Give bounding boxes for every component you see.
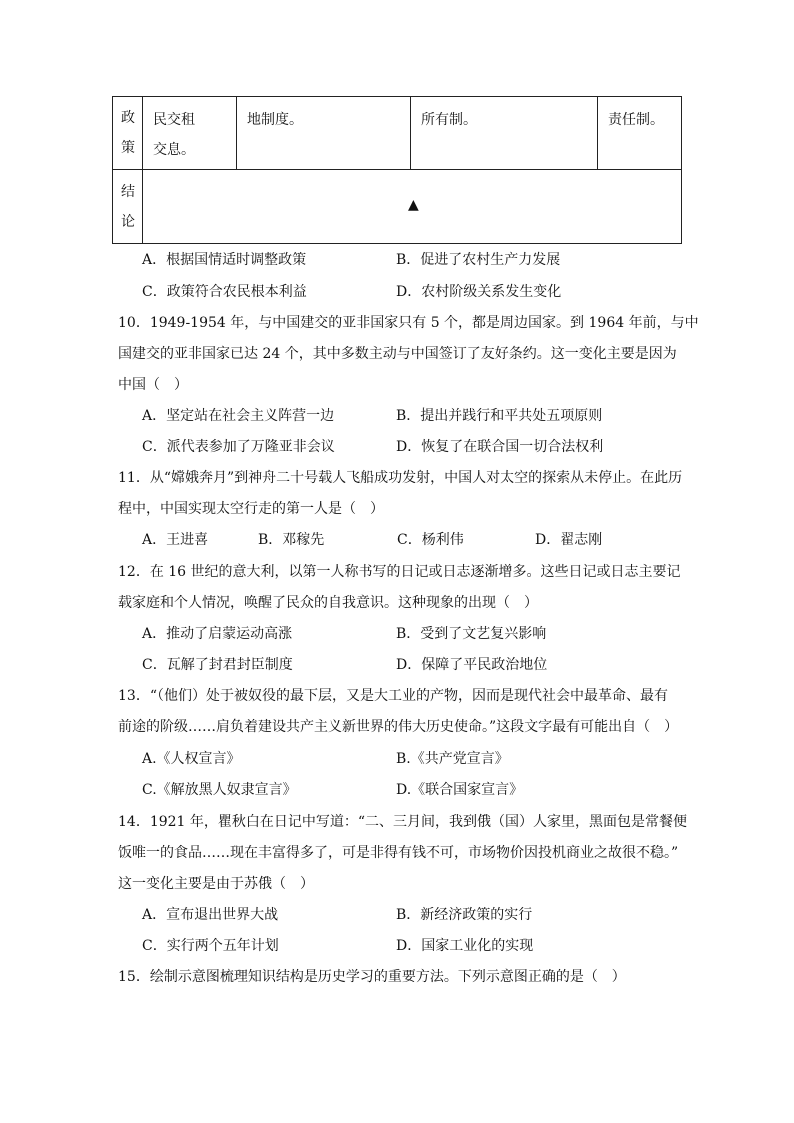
policy-cell-text bbox=[608, 105, 664, 135]
conclusion-row bbox=[113, 169, 681, 243]
policy-cell-line: 所有制。 bbox=[421, 112, 477, 128]
conclusion-header-char: 结 bbox=[121, 184, 135, 200]
q13-stem-line: 13．“（他们）处于被奴役的最下层，又是大工业的产物，因而是现代社会中最革命、最有 bbox=[118, 688, 668, 704]
q12-stem-line: 载家庭和个人情况，唤醒了民众的自我意识。这种现象的出现（ ） bbox=[118, 595, 538, 611]
policy-row bbox=[113, 97, 681, 170]
policy-cell-line: 责任制。 bbox=[608, 112, 664, 128]
q14-option-a[interactable]: A．宣布退出世界大战 bbox=[142, 907, 279, 923]
policy-cell-text bbox=[153, 105, 195, 165]
q9-option-a[interactable]: A．根据国情适时调整政策 bbox=[142, 252, 307, 268]
q9-option-b[interactable]: B．促进了农村生产力发展 bbox=[396, 252, 561, 268]
policy-header-label bbox=[113, 103, 143, 163]
policy-table bbox=[112, 96, 682, 244]
q12-option-b[interactable]: B．受到了文艺复兴影响 bbox=[396, 626, 547, 642]
q13-stem-line: 前途的阶级……肩负着建设共产主义新世界的伟大历史使命。”这段文字最有可能出自（ ） bbox=[118, 719, 679, 735]
conclusion-answer-cell[interactable] bbox=[143, 169, 683, 243]
q11-option-a[interactable]: A．王进喜 bbox=[142, 532, 209, 548]
q13-option-a[interactable]: A.《人权宣言》 bbox=[142, 751, 241, 767]
q12-option-d[interactable]: D．保障了平民政治地位 bbox=[396, 657, 548, 673]
q13-option-c[interactable]: C.《解放黑人奴隶宣言》 bbox=[142, 782, 297, 798]
q14-stem-line: 14．1921 年，瞿秋白在日记中写道：“二、三月间，我到俄（国）人家里，黑面包是常餐便 bbox=[118, 814, 688, 830]
q10-option-c[interactable]: C．派代表参加了万隆亚非会议 bbox=[142, 439, 335, 455]
q9-option-c[interactable]: C．政策符合农民根本利益 bbox=[142, 284, 307, 300]
q14-option-b[interactable]: B．新经济政策的实行 bbox=[396, 907, 533, 923]
policy-cell-3 bbox=[411, 97, 598, 169]
q13-option-b[interactable]: B.《共产党宣言》 bbox=[396, 751, 509, 767]
conclusion-header-char: 论 bbox=[121, 214, 135, 230]
conclusion-header-cell bbox=[113, 169, 143, 243]
q15-stem-line: 15．绘制示意图梳理知识结构是历史学习的重要方法。下列示意图正确的是（ ） bbox=[118, 969, 626, 985]
policy-header-char: 策 bbox=[121, 140, 135, 156]
answer-marker-triangle: ▲ bbox=[408, 197, 419, 213]
q14-stem-line: 饭唯一的食品……现在丰富得多了，可是非得有钱不可，市场物价因投机商业之故很不稳。” bbox=[118, 845, 679, 861]
q10-stem-line: 中国（ ） bbox=[118, 377, 188, 393]
q10-option-b[interactable]: B．提出并践行和平共处五项原则 bbox=[396, 408, 603, 424]
q11-option-d[interactable]: D．翟志刚 bbox=[535, 532, 603, 548]
q12-stem-line: 12．在 16 世纪的意大利，以第一人称书写的日记或日志逐渐增多。这些日记或日志主要记 bbox=[118, 564, 681, 580]
policy-cell-2 bbox=[237, 97, 411, 169]
policy-header-char: 政 bbox=[121, 110, 135, 126]
q11-option-c[interactable]: C．杨利伟 bbox=[397, 532, 464, 548]
policy-cell-line: 交息。 bbox=[153, 142, 195, 158]
q12-option-a[interactable]: A．推动了启蒙运动高涨 bbox=[142, 626, 293, 642]
q9-option-d[interactable]: D．农村阶级关系发生变化 bbox=[396, 284, 562, 300]
q10-stem-line: 国建交的亚非国家已达 24 个，其中多数主动与中国签订了友好条约。这一变化主要是因为 bbox=[118, 346, 677, 362]
q14-stem-line: 这一变化主要是由于苏俄（ ） bbox=[118, 876, 314, 892]
q11-stem-line: 程中，中国实现太空行走的第一人是（ ） bbox=[118, 501, 384, 517]
policy-cell-line: 地制度。 bbox=[247, 112, 303, 128]
policy-cell-text bbox=[421, 105, 477, 135]
conclusion-header-label bbox=[113, 177, 143, 237]
q11-option-b[interactable]: B．邓稼先 bbox=[258, 532, 325, 548]
q10-option-d[interactable]: D．恢复了在联合国一切合法权利 bbox=[396, 439, 604, 455]
q13-option-d[interactable]: D.《联合国家宣言》 bbox=[396, 782, 524, 798]
policy-cell-line: 民交租 bbox=[153, 112, 195, 128]
q14-option-d[interactable]: D．国家工业化的实现 bbox=[396, 938, 534, 954]
q12-option-c[interactable]: C．瓦解了封君封臣制度 bbox=[142, 657, 293, 673]
q10-stem-line: 10．1949-1954 年，与中国建交的亚非国家只有 5 个，都是周边国家。到 1964 年前，与中 bbox=[118, 315, 699, 331]
q10-option-a[interactable]: A．坚定站在社会主义阵营一边 bbox=[142, 408, 335, 424]
policy-cell-text bbox=[247, 105, 303, 135]
policy-cell-4 bbox=[598, 97, 683, 169]
policy-cell-1 bbox=[143, 97, 237, 169]
policy-header-cell bbox=[113, 97, 143, 169]
q14-option-c[interactable]: C．实行两个五年计划 bbox=[142, 938, 279, 954]
q11-stem-line: 11．从“嫦娥奔月”到神舟二十号载人飞船成功发射，中国人对太空的探索从未停止。在此历 bbox=[118, 470, 683, 486]
